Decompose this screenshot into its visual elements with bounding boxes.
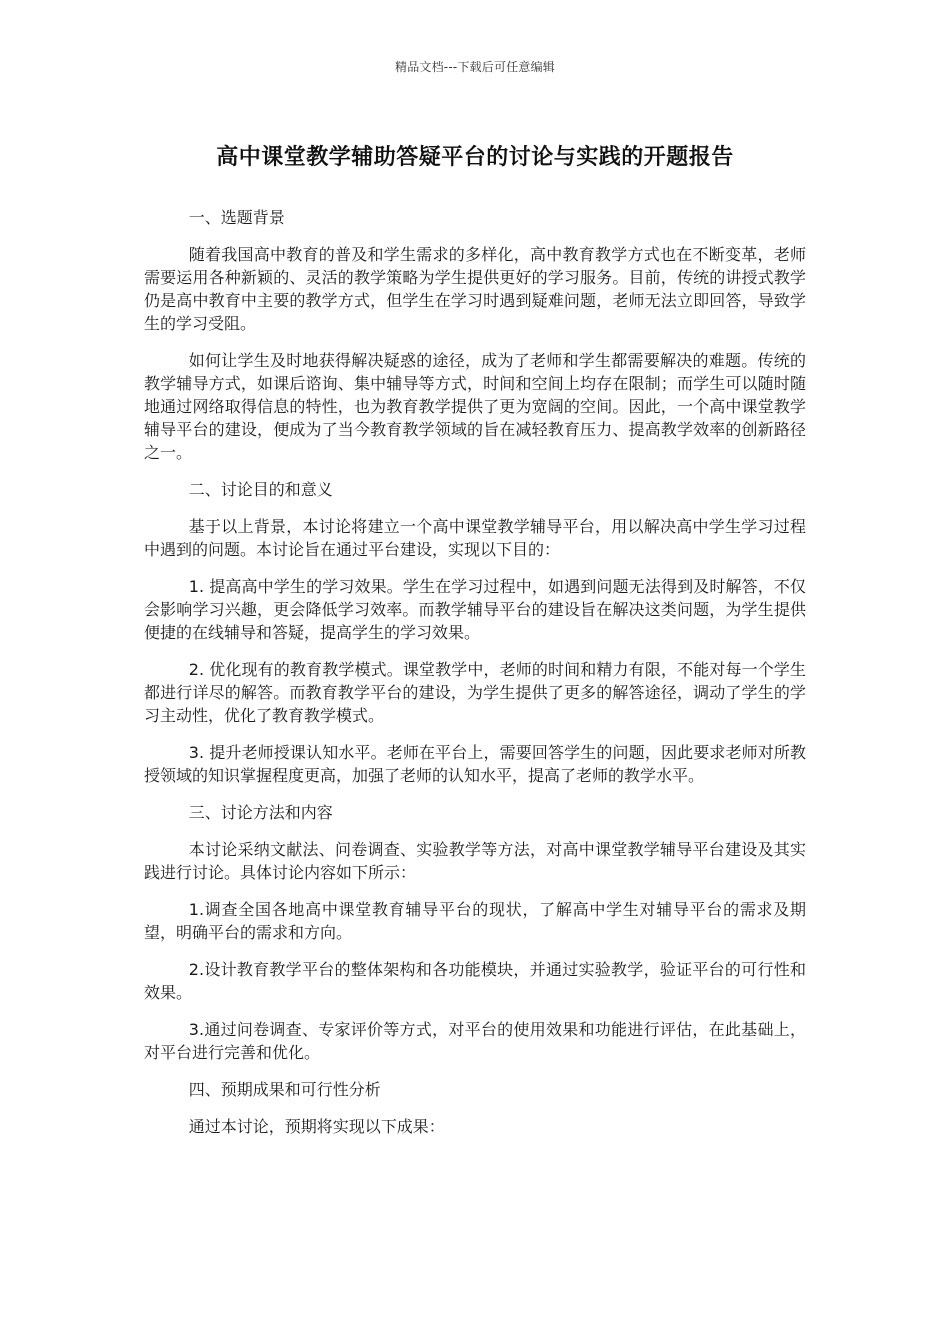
list-item: 1.调查全国各地高中课堂教育辅导平台的现状，了解高中学生对辅导平台的需求及期望，明确平台的需求和方向。	[144, 900, 806, 942]
list-item: 2. 优化现有的教育教学模式。课堂教学中，老师的时间和精力有限，不能对每一个学生都进行详尽的解答。而教育教学平台的建设，为学生提供了更多的解答途径，调动了学生的学习主动性，优化了教育教学模式。	[144, 660, 806, 725]
document-title: 高中课堂教学辅助答疑平台的讨论与实践的开题报告	[216, 145, 734, 170]
section-heading-outcomes: 四、预期成果和可行性分析	[188, 1080, 381, 1099]
list-item: 3.通过问卷调查、专家评价等方式，对平台的使用效果和功能进行评估，在此基础上，对平台进行完善和优化。	[144, 1020, 806, 1062]
paragraph: 本讨论采纳文献法、问卷调查、实验教学等方法，对高中课堂教学辅导平台建设及其实践进行讨论。具体讨论内容如下所示：	[144, 840, 806, 882]
list-item: 2.设计教育教学平台的整体架构和各功能模块，并通过实验教学，验证平台的可行性和效果。	[144, 960, 806, 1002]
paragraph: 如何让学生及时地获得解决疑惑的途径，成为了老师和学生都需要解决的难题。传统的教学辅导方式，如课后谘询、集中辅导等方式，时间和空间上均存在限制；而学生可以随时随地通过网络取得信息的特性，也为教育教学提供了更为宽阔的空间。因此，一个高中课堂教学辅导平台的建设，便成为了当今教育教学领域的旨在减轻教育压力、提高教学效率的创新路径之一。	[144, 351, 806, 462]
paragraph: 基于以上背景，本讨论将建立一个高中课堂教学辅导平台，用以解决高中学生学习过程中遇到的问题。本讨论旨在通过平台建设，实现以下目的：	[144, 517, 806, 559]
section-heading-purpose: 二、讨论目的和意义	[188, 480, 333, 499]
list-item: 3. 提升老师授课认知水平。老师在平台上，需要回答学生的问题，因此要求老师对所教授领域的知识掌握程度更高，加强了老师的认知水平，提高了老师的教学水平。	[144, 743, 806, 785]
section-heading-background: 一、选题背景	[188, 208, 285, 227]
list-item: 1. 提高高中学生的学习效果。学生在学习过程中，如遇到问题无法得到及时解答，不仅会影响学习兴趣，更会降低学习效率。而教学辅导平台的建设旨在解决这类问题，为学生提供便捷的在线辅导和答疑，提高学生的学习效果。	[144, 577, 806, 642]
paragraph: 随着我国高中教育的普及和学生需求的多样化，高中教育教学方式也在不断变革，老师需要运用各种新颖的、灵活的教学策略为学生提供更好的学习服务。目前，传统的讲授式教学仍是高中教育中主要的教学方式，但学生在学习时遇到疑难问题，老师无法立即回答，导致学生的学习受阻。	[144, 245, 806, 333]
paragraph: 通过本讨论，预期将实现以下成果：	[188, 1117, 445, 1136]
page-header: 精品文档---下载后可任意编辑	[395, 60, 555, 74]
section-heading-methods: 三、讨论方法和内容	[188, 803, 333, 822]
document-body	[144, 206, 806, 1152]
